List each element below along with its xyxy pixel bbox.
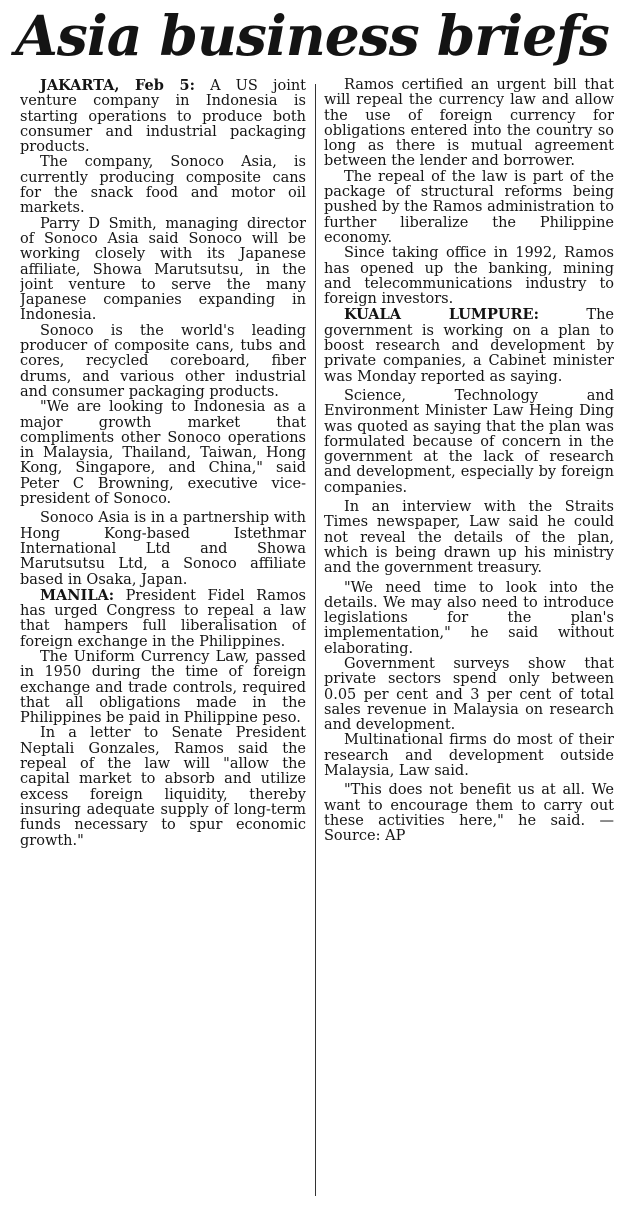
paragraph (324, 170, 614, 246)
paragraph (20, 726, 306, 848)
paragraph (324, 246, 614, 307)
paragraph-text: Government surveys show that private sectors spend only between 0.05 per cent and 3 per cent of total sales revenue in Malaysia on research and development. (324, 655, 614, 734)
paragraph (324, 581, 614, 657)
column-divider (315, 84, 316, 1196)
paragraph (20, 217, 306, 324)
dateline: JAKARTA, Feb 5: (40, 78, 195, 94)
paragraph (324, 500, 614, 576)
paragraph-text: The Uniform Currency Law, passed in 1950 during the time of foreign exchange and trade controls, required that all obligations made in the Philippines be paid in Philippine peso. (20, 648, 306, 727)
paragraph (20, 511, 306, 587)
paragraph (20, 324, 306, 400)
paragraph (20, 650, 306, 726)
paragraph-text: "We are looking to Indonesia as a major growth market that compliments other Sonoco operations in Malaysia, Thailand, Taiwan, Hong Kong, Singapore, and China," said Peter C Browning, executive vice-president of Sonoco. (20, 399, 306, 508)
paragraph-text: The government is working on a plan to boost research and development by private companies, a Cabinet minister was Monday reported as saying. (324, 307, 614, 385)
paragraph-text: President Fidel Ramos has urged Congress to repeal a law that hampers full liberalisation of foreign exchange in the Philippines. (20, 587, 306, 650)
left-column (20, 78, 306, 1208)
paragraph-text: Ramos certified an urgent bill that will repeal the currency law and allow the use of foreign currency for obligations entered into the country so long as there is mutual agreement between the lender and borrower. (324, 78, 614, 170)
paragraph-text: Parry D Smith, managing director of Sonoco Asia said Sonoco will be working closely with its Japanese affiliate, Showa Marutsutsu, in the joint venture to serve the many Japanese companies expanding in Indonesia. (20, 215, 306, 324)
paragraph-text: The repeal of the law is part of the package of structural reforms being pushed by the Ramos administration to further liberalize the Philippine economy. (324, 168, 614, 246)
paragraph-text: "We need time to look into the details. We may also need to introduce legislations for the plan's implementation," he said without elaborating. (324, 579, 614, 657)
paragraph-text: The company, Sonoco Asia, is currently producing composite cans for the snack food and motor oil markets. (20, 154, 306, 217)
paragraph (324, 783, 614, 844)
location-lead: MANILA: (40, 586, 115, 604)
paragraph (20, 400, 306, 507)
paragraph-text: Since taking office in 1992, Ramos has opened up the banking, mining and telecommunications industry to foreign investors. (324, 245, 614, 308)
paragraph-text: In a letter to Senate President Neptali Gonzales, Ramos said the repeal of the law will "allow the capital market to absorb and utilize excess foreign liquidity, thereby insuring adequate supply of long-term funds necessary to spur economic growth." (20, 725, 306, 849)
paragraph-text: Sonoco is the world's leading producer of composite cans, tubs and cores, recycled coreboard, fiber drums, and various other industrial and consumer packaging products. (20, 322, 306, 400)
right-column (324, 78, 614, 1208)
paragraph-text: "This does not benefit us at all. We want to encourage them to carry out these activities here," he said. — Source: AP (324, 782, 614, 845)
paragraph (20, 588, 306, 650)
paragraph (324, 389, 614, 496)
paragraph-text: A US joint venture company in Indonesia is starting operations to produce both consumer and industrial packaging products. (20, 78, 306, 156)
paragraph (324, 307, 614, 384)
location-lead: KUALA LUMPURE: (344, 306, 539, 324)
paragraph-text: Science, Technology and Environment Minister Law Heing Ding was quoted as saying that the plan was formulated because of concern in the government at the lack of research and development, especially by foreign companies. (324, 387, 614, 496)
paragraph (20, 155, 306, 216)
paragraph (324, 657, 614, 733)
paragraph (20, 78, 306, 155)
headline: Asia business briefs (15, 3, 609, 68)
article-columns (8, 78, 616, 1208)
paragraph-text: In an interview with the Straits Times newspaper, Law said he could not reveal the details of the plan, which is being drawn up his ministry and the government treasury. (324, 499, 614, 577)
paragraph-text: Multinational firms do most of their research and development outside Malaysia, Law said. (324, 732, 614, 780)
paragraph (324, 733, 614, 779)
paragraph-text: Sonoco Asia is in a partnership with Hong Kong-based Istethmar International Ltd and Showa Marutsutsu Ltd, a Sonoco affiliate based in Osaka, Japan. (20, 510, 306, 588)
paragraph (324, 78, 614, 170)
